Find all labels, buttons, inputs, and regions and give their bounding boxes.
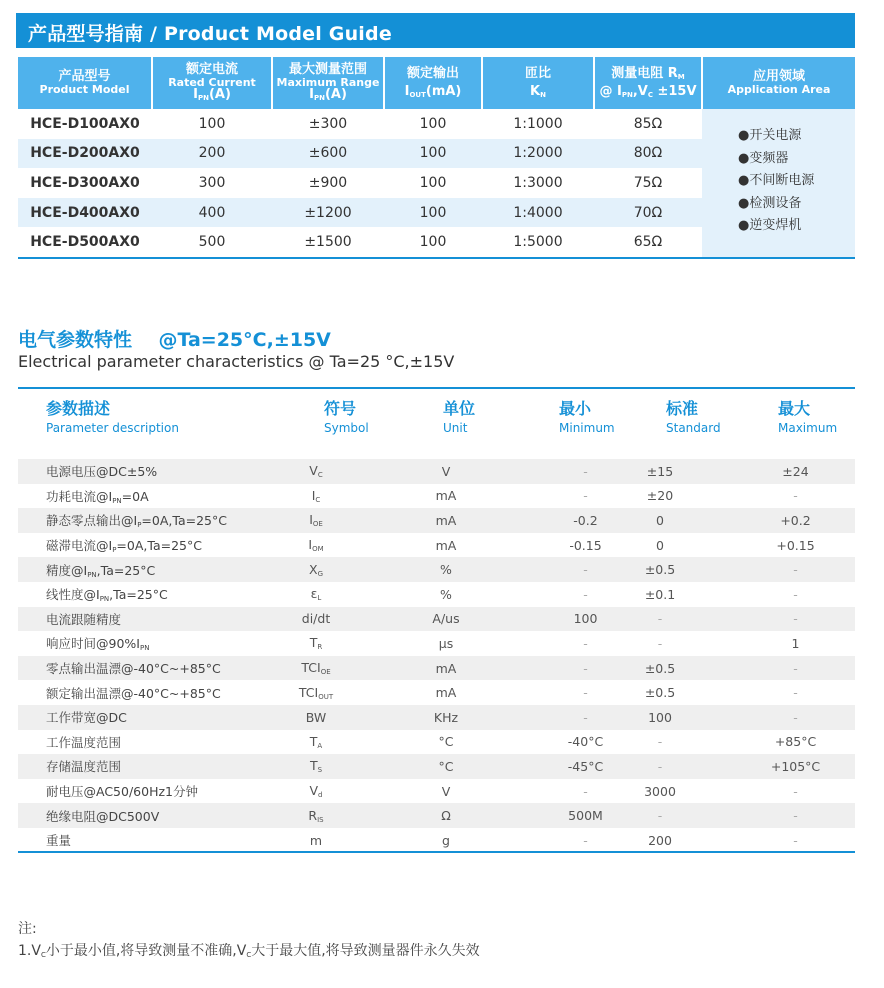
param-description: 线性度$@I_{PN},Ta=25^\circ C$	[46, 587, 168, 604]
resistance-cell: 80Ω	[594, 139, 702, 169]
table-row	[18, 779, 855, 804]
param-minimum: -	[583, 635, 588, 651]
param-standard: -	[664, 803, 704, 828]
current-cell: 200	[152, 139, 272, 169]
param-unit: Ω	[430, 803, 487, 828]
param-unit: °C	[438, 734, 454, 750]
resistance-cell: 70Ω	[594, 198, 702, 228]
param-symbol: BW	[258, 705, 430, 730]
application-list	[702, 109, 855, 238]
param-maximum: +0.2	[704, 508, 855, 533]
param-minimum: -	[583, 488, 588, 504]
model-cell: HCE-D300AX0	[30, 174, 140, 191]
param-description: 重量	[46, 833, 72, 849]
param-description: 磁滞电流$@I_P=0A,Ta=25^\circ C$	[46, 538, 202, 555]
param-unit: KHz	[430, 705, 487, 730]
param-unit: V	[441, 783, 451, 799]
table-row	[18, 803, 855, 828]
param-minimum: -	[487, 705, 664, 730]
param-description: 静态零点输出$@I_P=0A,Ta=25^\circ C$	[18, 508, 258, 533]
header-turns-ratio: 匝比 $K_N$	[482, 57, 594, 109]
ratio-cell: 1:3000	[513, 174, 563, 191]
header-rated-output: 额定输出 $I_{OUT}(mA)$	[384, 57, 482, 109]
param-minimum: -	[583, 586, 588, 602]
param-unit: mA	[435, 488, 457, 504]
param-unit: mA	[430, 508, 487, 533]
param-description: 响应时间$@90\%I_{PN}$	[46, 636, 150, 653]
param-standard: ±0.5	[664, 656, 704, 681]
param-standard: -	[664, 607, 704, 632]
header-symbol: 符号 Symbol	[324, 399, 369, 435]
param-maximum: -	[704, 656, 855, 681]
param-unit: mA	[435, 685, 457, 701]
param-standard: 0	[664, 508, 704, 533]
ratio-cell: 1:2000	[482, 139, 594, 169]
param-minimum: -40°C	[567, 734, 604, 750]
param-symbol: $R_{IS}$	[258, 803, 430, 828]
param-unit: V	[430, 459, 487, 484]
param-maximum: +85°C	[774, 734, 817, 750]
output-cell: 100	[419, 234, 447, 251]
params-title-cn: 电气参数特性 @Ta=25°C,±15V	[18, 329, 331, 351]
param-maximum: -	[704, 607, 855, 632]
output-cell: 100	[384, 198, 482, 228]
param-minimum: -45°C	[487, 754, 664, 779]
current-cell: 500	[198, 234, 226, 251]
param-description: 功耗电流$@I_{PN}=0A$	[46, 488, 149, 505]
table-row	[18, 582, 855, 607]
param-maximum: 1	[791, 635, 800, 651]
param-standard: ±0.5	[644, 685, 676, 701]
current-cell: 100	[198, 115, 226, 132]
param-maximum: -	[793, 783, 798, 799]
param-maximum: ±24	[704, 459, 855, 484]
table-row	[18, 680, 855, 705]
param-standard: -	[657, 734, 663, 750]
param-unit: %	[440, 586, 452, 602]
section-title-banner	[16, 13, 855, 48]
header-rated-current: 额定电流 Rated Current $I_{PN}(A)$	[152, 57, 272, 109]
param-standard: 0	[656, 537, 664, 553]
table-row	[18, 484, 855, 509]
table-row	[18, 533, 855, 558]
param-minimum: -0.2	[487, 508, 664, 533]
param-minimum: -	[487, 459, 664, 484]
param-unit: %	[430, 557, 487, 582]
header-unit: 单位 Unit	[443, 399, 476, 435]
param-symbol: $I_{OE}$	[258, 508, 430, 533]
param-minimum: -	[487, 557, 664, 582]
model-cell: HCE-D400AX0	[18, 198, 152, 228]
param-symbol: m	[309, 832, 323, 848]
resistance-cell: 65Ω	[633, 234, 663, 251]
header-maximum: 最大 Maximum	[778, 399, 838, 435]
range-cell: ±1500	[304, 234, 352, 251]
model-cell: HCE-D100AX0	[30, 115, 140, 132]
param-symbol: $\varepsilon_L$	[310, 586, 322, 603]
table-row	[18, 754, 855, 779]
param-maximum: -	[793, 832, 798, 848]
list-item: ●逆变焊机	[738, 218, 802, 234]
list-item: ●开关电源	[738, 128, 802, 143]
param-unit: μs	[438, 635, 454, 651]
current-cell: 400	[152, 198, 272, 228]
table-row	[18, 109, 855, 139]
application-list-cell	[702, 109, 855, 257]
params-title-en: Electrical parameter characteristics @ Ta=25 °C,±15V	[18, 352, 455, 371]
ratio-cell: 1:1000	[513, 115, 563, 132]
params-top-rule	[18, 387, 855, 389]
header-standard: 标准 Standard	[666, 399, 721, 435]
param-unit: °C	[430, 754, 487, 779]
table-row	[18, 705, 855, 730]
model-cell: HCE-D500AX0	[30, 234, 140, 251]
table-row	[18, 828, 855, 853]
param-symbol: $I_{OM}$	[308, 537, 324, 554]
param-symbol: $V_d$	[309, 783, 323, 800]
param-standard: -	[664, 754, 704, 779]
param-symbol: di/dt	[258, 607, 430, 632]
range-cell: ±900	[308, 174, 348, 191]
param-symbol: $TCI_{OUT}$	[298, 684, 334, 701]
ratio-cell: 1:5000	[513, 234, 563, 251]
table-row	[18, 656, 855, 681]
param-standard: ±0.1	[644, 586, 676, 602]
param-symbol: $V_C$	[258, 459, 430, 484]
param-symbol: $TCI_{OE}$	[258, 656, 430, 681]
note	[18, 918, 480, 966]
param-minimum: 100	[487, 607, 664, 632]
header-minimum: 最小 Minimum	[559, 399, 615, 435]
list-item: ●变频器	[738, 150, 789, 166]
param-maximum: -	[793, 488, 798, 504]
param-maximum: -	[704, 557, 855, 582]
model-table-header	[18, 57, 855, 109]
resistance-cell: 85Ω	[633, 115, 663, 132]
ratio-cell: 1:4000	[482, 198, 594, 228]
table-bottom-rule	[18, 257, 855, 259]
param-standard: ±15	[664, 459, 704, 484]
range-cell: ±300	[308, 115, 348, 132]
params-bottom-rule	[18, 851, 855, 853]
param-maximum: +105°C	[704, 754, 855, 779]
table-row	[18, 557, 855, 582]
note-line: $1.V_C$小于最小值,将导致测量不准确$,V_C$大于最大值,将导致测量器件永久失效	[18, 943, 480, 959]
param-symbol: $X_G$	[258, 557, 430, 582]
param-maximum: -	[704, 705, 855, 730]
param-minimum: 500M	[487, 803, 664, 828]
table-row	[18, 459, 855, 484]
param-maximum: -	[704, 803, 855, 828]
list-item: ●检测设备	[738, 195, 802, 211]
param-unit: mA	[435, 537, 457, 553]
param-standard: 200	[648, 832, 672, 848]
param-unit: A/us	[430, 607, 487, 632]
output-cell: 100	[419, 174, 447, 191]
list-item: ●不间断电源	[738, 173, 815, 189]
param-symbol: $I_C$	[311, 487, 321, 504]
param-minimum: -	[583, 685, 588, 701]
param-description: 电源电压@DC±5%	[18, 459, 258, 484]
param-description: 电流跟随精度	[18, 607, 258, 632]
current-cell: 300	[198, 174, 226, 191]
param-maximum: +0.15	[776, 537, 815, 553]
header-product-model: 产品型号 Product Model	[18, 57, 152, 109]
param-maximum: -	[793, 586, 798, 602]
electrical-params-table	[18, 459, 855, 853]
table-row	[18, 631, 855, 656]
range-cell: ±1200	[272, 198, 384, 228]
resistance-cell: 75Ω	[633, 174, 663, 191]
param-standard: ±20	[646, 488, 674, 504]
param-description: 工作温度范围	[46, 734, 122, 750]
model-guide-table	[18, 57, 855, 257]
param-unit: mA	[430, 656, 487, 681]
param-description: 耐电压@AC50/60Hz1分钟	[46, 784, 198, 800]
param-description: 绝缘电阻@DC500V	[18, 803, 258, 828]
header-max-range: 最大测量范围 Maximum Range $I_{PN}(A)$	[272, 57, 384, 109]
param-minimum: -	[487, 656, 664, 681]
param-standard: 100	[664, 705, 704, 730]
param-minimum: -	[583, 832, 588, 848]
param-standard: -	[657, 635, 663, 651]
model-cell: HCE-D200AX0	[18, 139, 152, 169]
param-standard: ±0.5	[664, 557, 704, 582]
param-description: 精度$@I_{PN},Ta=25^\circ C$	[18, 557, 258, 582]
param-minimum: -0.15	[569, 537, 602, 553]
header-application-area: 应用领域 Application Area	[702, 57, 855, 109]
table-row	[18, 508, 855, 533]
param-description: 存储温度范围	[18, 754, 258, 779]
section-title: 产品型号指南 / Product Model Guide	[28, 23, 392, 45]
param-description: 工作带宽@DC	[18, 705, 258, 730]
header-measure-resistance: 测量电阻 $R_M$ @ $I_{PN},V_C \pm 15V$	[594, 57, 702, 109]
table-row	[18, 607, 855, 632]
output-cell: 100	[419, 115, 447, 132]
range-cell: ±600	[272, 139, 384, 169]
param-description: 零点输出温漂@-40°C~+85°C	[18, 656, 258, 681]
param-symbol: $T_S$	[258, 754, 430, 779]
param-description: 额定输出温漂@-40°C~+85°C	[46, 685, 221, 701]
param-minimum: -	[583, 783, 588, 799]
output-cell: 100	[384, 139, 482, 169]
param-symbol: $T_A$	[309, 733, 323, 750]
param-standard: 3000	[644, 783, 676, 799]
param-maximum: -	[793, 685, 798, 701]
header-parameter-description: 参数描述 Parameter description	[46, 399, 179, 435]
param-unit: g	[442, 832, 450, 848]
note-label: 注:	[18, 921, 37, 937]
table-row	[18, 730, 855, 755]
param-symbol: $T_R$	[309, 635, 323, 652]
